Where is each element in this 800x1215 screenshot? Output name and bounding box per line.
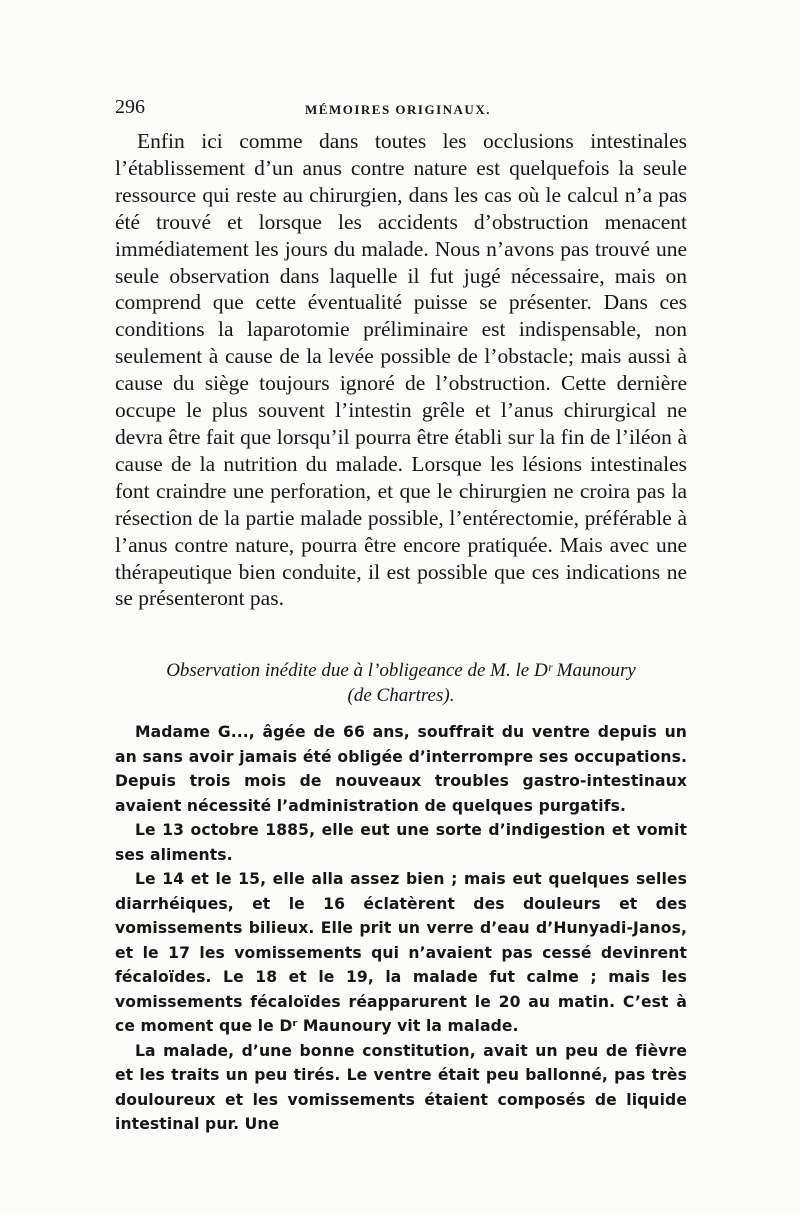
running-title: MÉMOIRES ORIGINAUX.: [305, 102, 491, 117]
observation-paragraph: Madame G..., âgée de 66 ans, souffrait du ventre depuis un an sans avoir jamais été obligée d’interrompre ses occupations. Depuis trois mois de nouveaux troubles gastro-intestinaux avaient nécessité l’administration de quelques purgatifs.: [115, 723, 687, 815]
observation-title-line-1: Observation inédite due à l’obligeance de M. le Dʳ Maunoury: [166, 660, 636, 681]
observation-body: [115, 720, 687, 1137]
observation-paragraph: Le 13 octobre 1885, elle eut une sorte d’indigestion et vomit ses aliments.: [115, 821, 687, 864]
main-paragraph-block: [115, 128, 687, 612]
observation-paragraph: Le 14 et le 15, elle alla assez bien ; mais eut quelques selles diarrhéiques, et le 16 éclatèrent des douleurs et des vomissements bilieux. Elle prit un verre d’eau d’Hunyadi-Janos, et le 17 les vomissements qui n’avaient pas cessé devinrent fécaloïdes. Le 18 et le 19, la malade fut calme ; mais les vomissements fécaloïdes réapparurent le 20 au matin. C’est à ce moment que le Dʳ Maunoury vit la malade.: [115, 870, 687, 1035]
page-header: [115, 96, 687, 126]
observation-title: [115, 658, 687, 708]
observation-title-line-2: (de Chartres).: [347, 685, 455, 706]
page-number: 296: [115, 96, 145, 118]
main-paragraph: Enfin ici comme dans toutes les occlusions intestinales l’établissement d’un anus contre nature est quelquefois la seule ressource qui reste au chirurgien, dans les cas où le calcul n’a pas été trouvé et lorsque les accidents d’obstruction menacent immédiatement les jours du malade. Nous n’avons pas trouvé une seule observation dans laquelle il fut jugé nécessaire, mais on comprend que cette éventualité puisse se présenter. Dans ces conditions la laparotomie préliminaire est indispensable, non seulement à cause de la levée possible de l’obstacle; mais aussi à cause du siège toujours ignoré de l’obstruction. Cette dernière occupe le plus souvent l’intestin grêle et l’anus chirurgical ne devra être fait que lorsqu’il pourra être établi sur la fin de l’iléon à cause de la nutrition du malade. Lorsque les lésions intestinales font craindre une perforation, et que le chirurgien ne croira pas la résection de la partie malade possible, l’entérectomie, préférable à l’anus contre nature, pourra être encore pratiquée. Mais avec une thérapeutique bien conduite, il est possible que ces indications ne se présenteront pas.: [115, 129, 687, 611]
observation-paragraph: La malade, d’une bonne constitution, avait un peu de fièvre et les traits un peu tirés. Le ventre était peu ballonné, pas très douloureux et les vomissements étaient composés de liquide intestinal pur. Une: [115, 1041, 687, 1133]
